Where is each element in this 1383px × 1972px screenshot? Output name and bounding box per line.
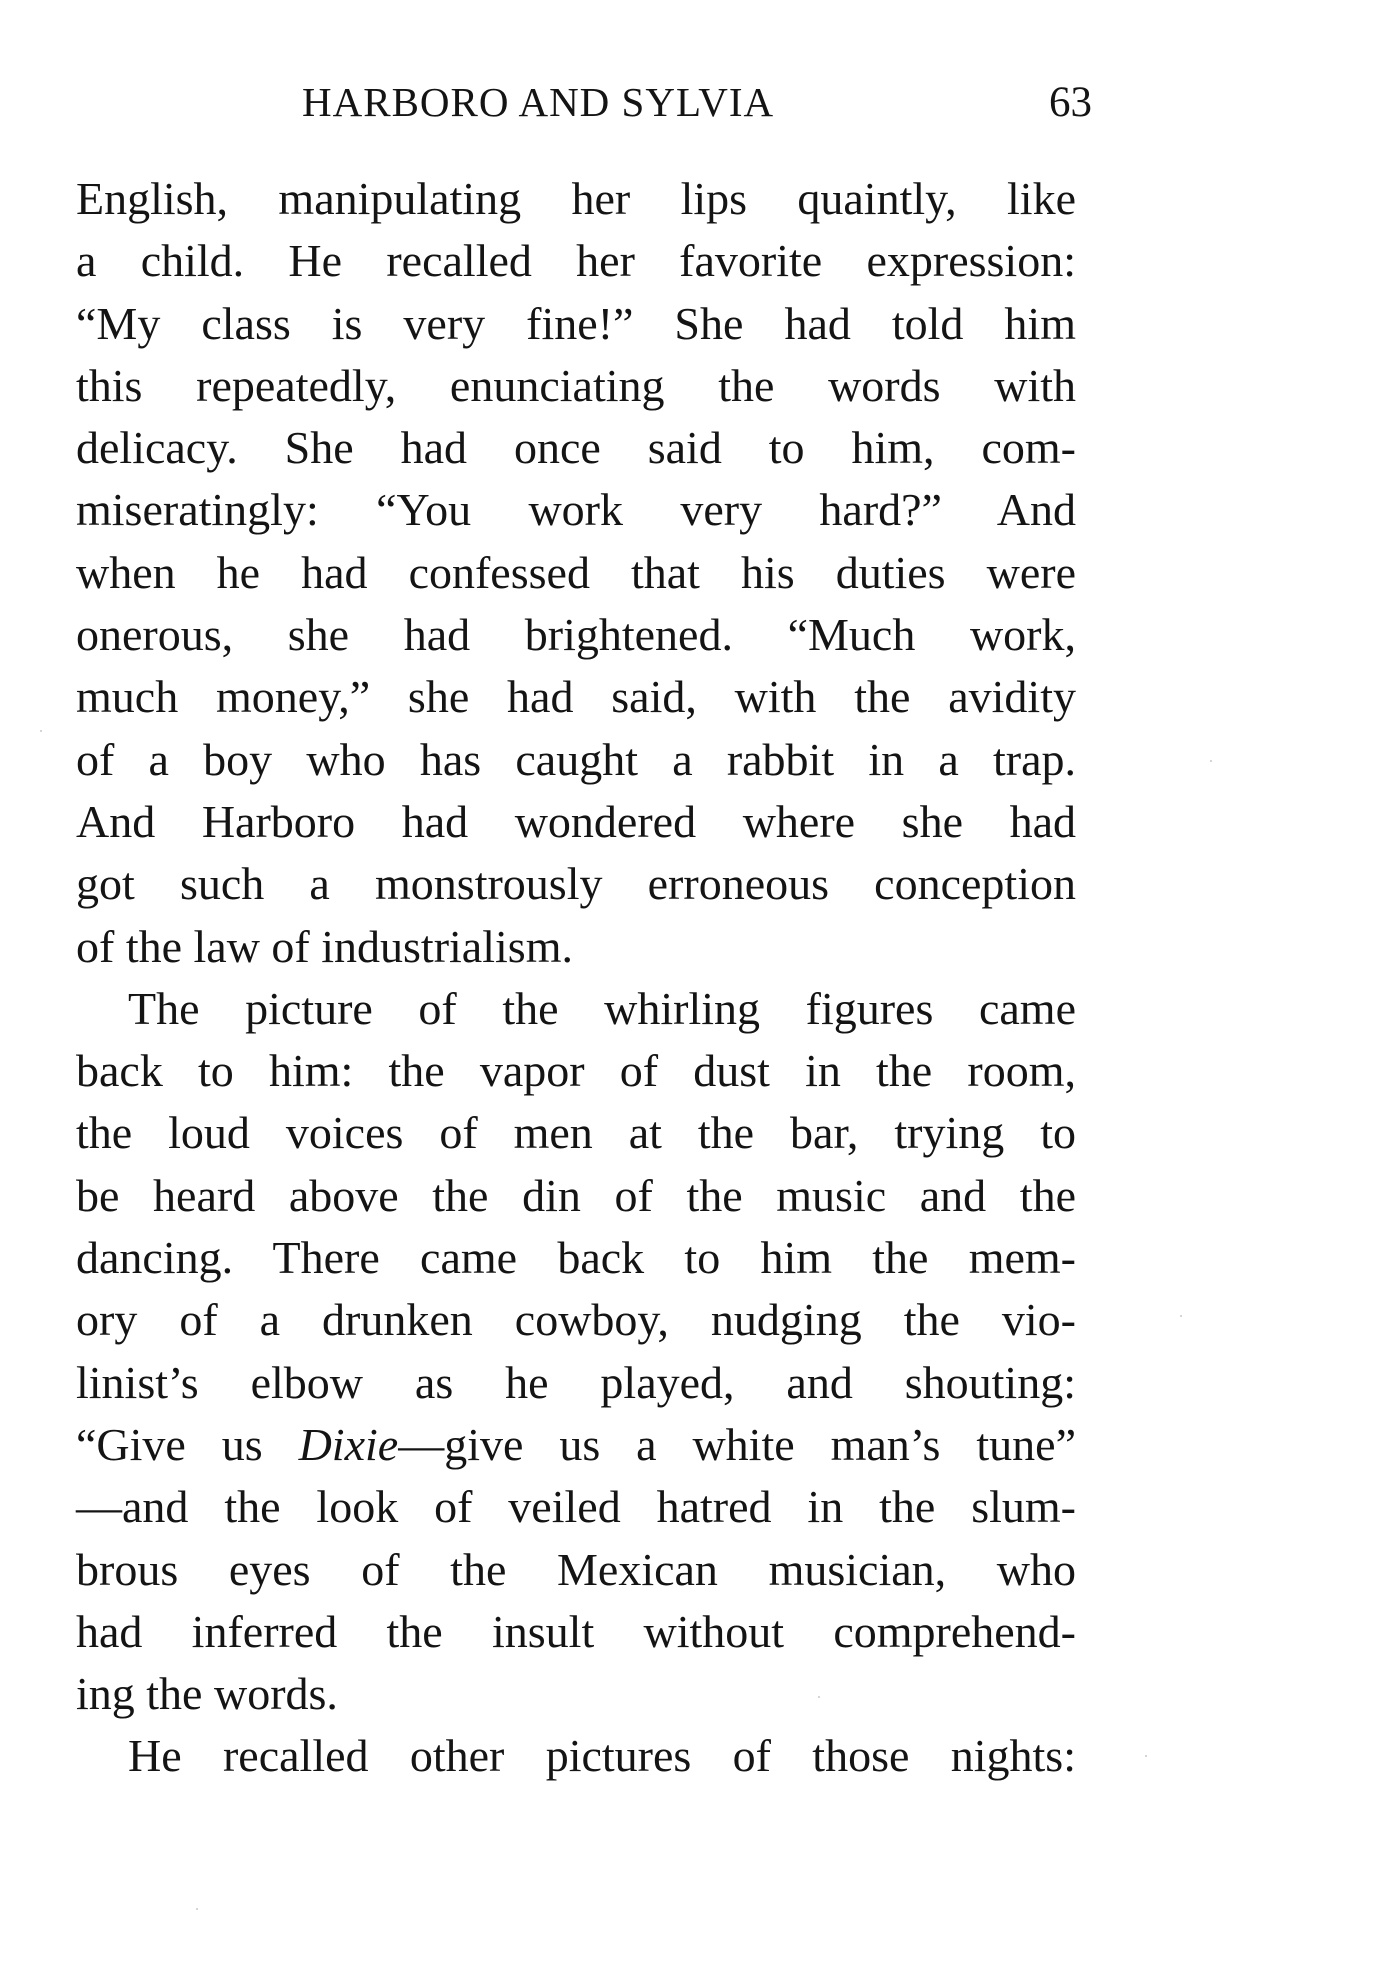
text-fragment: “Give us: [76, 1418, 299, 1470]
text-line: of the law of industrialism.: [76, 920, 573, 972]
running-head: HARBORO AND SYLVIA: [302, 79, 775, 125]
text-line: a child. He recalled her favorite expression:: [76, 235, 1076, 287]
text-line: He recalled other pictures of those nights:: [128, 1730, 1076, 1782]
text-line: this repeatedly, enunciating the words with: [76, 359, 1076, 411]
body-text: [76, 168, 1076, 1788]
scan-speck: [1145, 1755, 1147, 1757]
text-line: The picture of the whirling figures came: [128, 982, 1076, 1034]
text-line: brous eyes of the Mexican musician, who: [76, 1543, 1076, 1595]
text-line: of a boy who has caught a rabbit in a trap.: [76, 733, 1076, 785]
text-line: “My class is very fine!” She had told him: [76, 297, 1076, 349]
scan-speck: [1180, 1315, 1182, 1317]
text-line: back to him: the vapor of dust in the room,: [76, 1045, 1076, 1097]
scan-speck: [40, 730, 42, 732]
text-line: onerous, she had brightened. “Much work,: [76, 609, 1076, 661]
text-line: miseratingly: “You work very hard?” And: [76, 484, 1076, 536]
text-line: when he had confessed that his duties were: [76, 546, 1076, 598]
text-line: —and the look of veiled hatred in the slum-: [76, 1481, 1076, 1533]
text-line: much money,” she had said, with the avidity: [76, 671, 1076, 723]
paragraph-3: [76, 1725, 1076, 1787]
page-header: [302, 78, 1092, 128]
scan-speck: [818, 1696, 820, 1698]
paragraph-2: [76, 978, 1076, 1726]
text-line: ory of a drunken cowboy, nudging the vio-: [76, 1294, 1076, 1346]
text-line: English, manipulating her lips quaintly, like: [76, 173, 1076, 224]
text-line: delicacy. She had once said to him, com-: [76, 422, 1076, 474]
text-line: dancing. There came back to him the mem-: [76, 1232, 1076, 1284]
text-fragment: —give us a white man’s tune”: [398, 1418, 1076, 1470]
scan-speck: [1210, 760, 1212, 762]
text-line: ing the words.: [76, 1668, 338, 1720]
text-line-with-italic: [76, 1414, 1076, 1476]
scan-speck: [196, 1908, 198, 1910]
text-line: the loud voices of men at the bar, trying to: [76, 1107, 1076, 1159]
text-line: got such a monstrously erroneous conception: [76, 858, 1076, 910]
text-line: linist’s elbow as he played, and shouting:: [76, 1356, 1076, 1408]
page-number: 63: [1049, 79, 1092, 126]
text-line: had inferred the insult without comprehend-: [76, 1605, 1076, 1657]
paragraph-1: [76, 168, 1076, 978]
song-title: Dixie: [298, 1418, 399, 1470]
text-line: be heard above the din of the music and the: [76, 1169, 1076, 1221]
text-line: And Harboro had wondered where she had: [76, 795, 1076, 847]
